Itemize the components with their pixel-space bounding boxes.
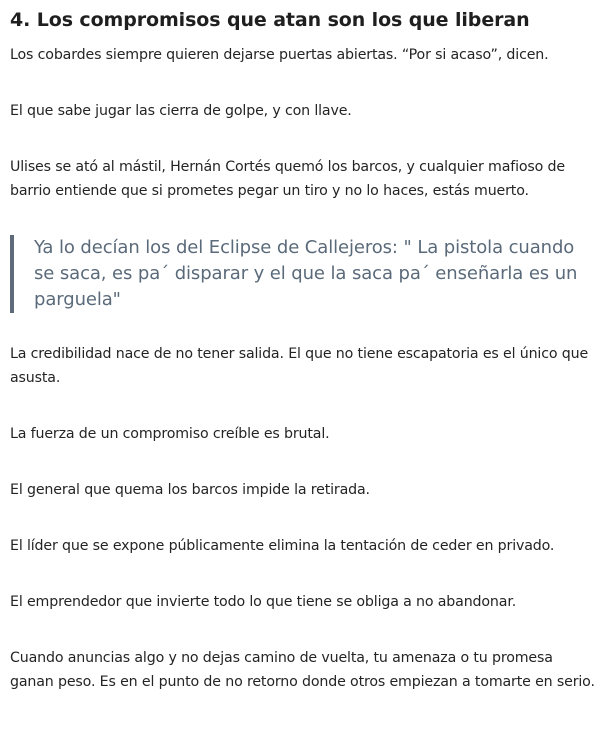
section-heading: 4. Los compromisos que atan son los que liberan — [10, 9, 530, 31]
blockquote — [10, 235, 600, 313]
paragraph: La credibilidad nace de no tener salida. El que no tiene escapatoria es el único que asusta. — [10, 346, 589, 386]
paragraph: El general que quema los barcos impide la retirada. — [10, 482, 370, 498]
paragraph: Cuando anuncias algo y no dejas camino de vuelta, tu amenaza o tu promesa ganan peso. Es en el punto de no retorno donde otros empiezan a tomarte en serio. — [10, 650, 595, 690]
paragraph: Los cobardes siempre quieren dejarse puertas abiertas. “Por si acaso”, dicen. — [10, 47, 549, 63]
paragraph: El emprendedor que invierte todo lo que tiene se obliga a no abandonar. — [10, 594, 517, 610]
paragraph: El líder que se expone públicamente elimina la tentación de ceder en privado. — [10, 538, 555, 554]
paragraph: El que sabe jugar las cierra de golpe, y con llave. — [10, 103, 352, 119]
paragraph: La fuerza de un compromiso creíble es brutal. — [10, 426, 330, 442]
paragraph: Ulises se ató al mástil, Hernán Cortés quemó los barcos, y cualquier mafioso de barrio entiende que si prometes pegar un tiro y no lo haces, estás muerto. — [10, 159, 565, 199]
article-body — [10, 6, 600, 726]
quote-text: Ya lo decían los del Eclipse de Callejeros: " La pistola cuando se saca, es pa´ disparar y el que la saca pa´ enseñarla es un parguela" — [34, 237, 578, 310]
